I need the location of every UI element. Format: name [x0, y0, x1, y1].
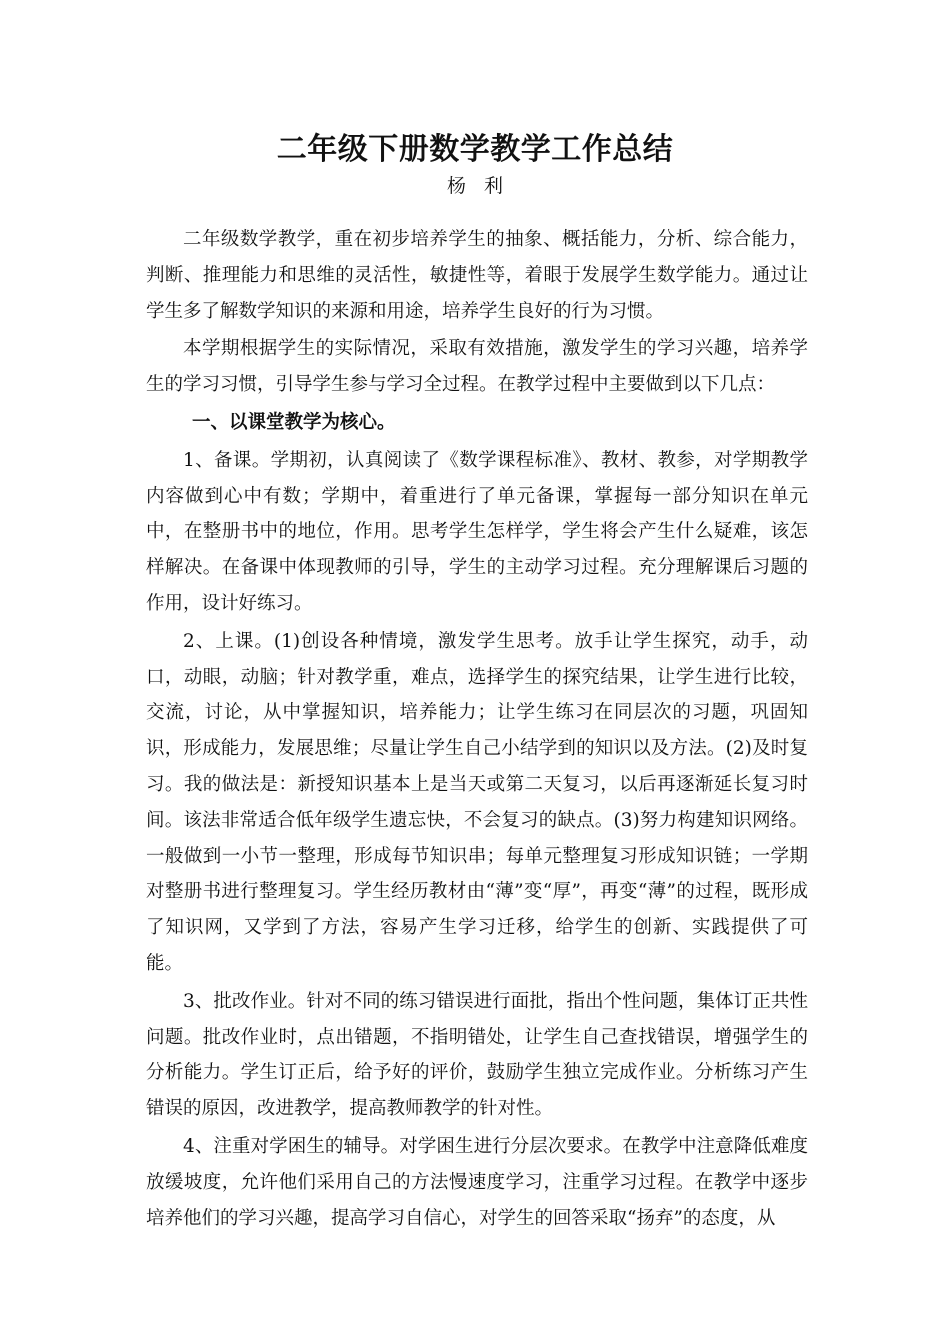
paragraph-intro: 二年级数学教学，重在初步培养学生的抽象、概括能力，分析、综合能力，判断、推理能力和思维的灵活性，敏捷性等，着眼于发展学生数学能力。通过让学生多了解数学知识的来源和用途，培养学生良好的行为习惯。: [146, 229, 808, 322]
document-body: [146, 222, 808, 1238]
paragraph-tutoring: 4、注重对学困生的辅导。对学困生进行分层次要求。在教学中注意降低难度放缓坡度，允许他们采用自己的方法慢速度学习，注重学习过程。在教学中逐步培养他们的学习兴趣，提高学习自信心，对学生的回答采取“扬弃”的态度，从: [146, 1135, 808, 1229]
paragraph-semester: 本学期根据学生的实际情况，采取有效措施，激发学生的学习兴趣，培养学生的学习习惯，引导学生参与学习全过程。在教学过程中主要做到以下几点：: [146, 338, 808, 396]
paragraph-lesson-prep: 1、备课。学期初，认真阅读了《数学课程标准》、教材、教参，对学期教学内容做到心中有数；学期中，着重进行了单元备课，掌握每一部分知识在单元中，在整册书中的地位，作用。思考学生怎样学，学生将会产生什么疑难，该怎样解决。在备课中体现教师的引导，学生的主动学习过程。充分理解课后习题的作用，设计好练习。: [146, 449, 808, 614]
document-author: 杨利: [446, 175, 521, 197]
document-title: 二年级下册数学教学工作总结: [276, 132, 674, 167]
paragraph-homework: 3、批改作业。针对不同的练习错误进行面批，指出个性问题，集体订正共性问题。批改作业时，点出错题，不指明错处，让学生自己查找错误，增强学生的分析能力。学生订正后，给予好的评价，鼓励学生独立完成作业。分析练习产生错误的原因，改进教学，提高教师教学的针对性。: [146, 990, 808, 1120]
paragraph-class: 2、上课。(1)创设各种情境，激发学生思考。放手让学生探究，动手，动口，动眼，动脑；针对教学重，难点，选择学生的探究结果，让学生进行比较，交流，讨论，从中掌握知识，培养能力；让学生练习在同层次的习题，巩固知识，形成能力，发展思维；尽量让学生自己小结学到的知识以及方法。(2)及时复习。我的做法是：新授知识基本上是当天或第二天复习，以后再逐渐延长复习时间。该法非常适合低年级学生遗忘快，不会复习的缺点。(3)努力构建知识网络。一般做到一小节一整理，形成每节知识串；每单元整理复习形成知识链；一学期对整册书进行整理复习。学生经历教材由“薄”变“厚”，再变“薄”的过程，既形成了知识网，又学到了方法，容易产生学习迁移，给学生的创新、实践提供了可能。: [146, 630, 808, 974]
section-heading: 一、以课堂教学为核心。: [192, 411, 396, 433]
